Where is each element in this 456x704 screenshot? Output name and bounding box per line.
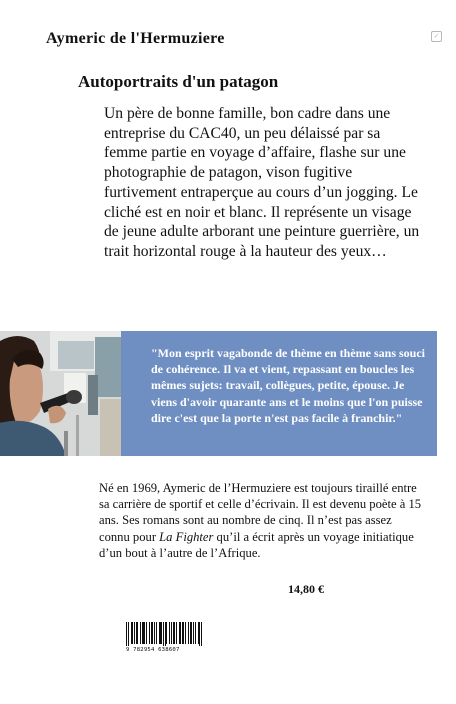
isbn-number: 9 782954 638607 (126, 647, 180, 653)
author-photo (0, 331, 121, 456)
book-title: Autoportraits d'un patagon (78, 72, 279, 91)
barcode-bars (126, 622, 202, 646)
quote-band (0, 331, 437, 456)
bio-book-title: La Fighter (159, 529, 214, 544)
price-label: 14,80 € (288, 582, 324, 596)
author-bio (99, 480, 425, 561)
corner-mark-icon: ✓ (431, 31, 442, 42)
author-name: Aymeric de l'Hermuziere (46, 30, 225, 47)
quote-text: "Mon esprit vagabonde de thème en thème sans souci de cohérence. Il va et vient, repassant en boucles les mêmes sujets: travail, collègues, petite, épouse. Je viens d'avoir quarante ans et le moins que l'on puisse dire c'est que la porte n'est pas facile à franchir." (151, 346, 425, 425)
bio-text-before: Né en 1969, Aymeric de l’Hermuziere est toujours tiraillé entre sa carrière de sportif et celle d’écrivain. Il est devenu poète à 15 ans. Ses romans sont au nombre de cinq. Il n’est pas assez connu pour (99, 481, 422, 544)
bio-text-after: qu’il a écrit après un voyage initiatique d’un bout à l’autre de l’Afrique. (99, 529, 414, 560)
quote-box (121, 331, 437, 456)
blurb-text: Un père de bonne famille, bon cadre dans une entreprise du CAC40, un peu délaissé par sa femme partie en voyage d’affaire, flashe sur une photographie de patagon, vison fugitive furtivement entraperçue au cours d’un jogging. Le cliché est en noir et blanc. Il représente un visage de jeune adulte arborant une peinture guerrière, un trait horizontal rouge à la hauteur des yeux… (104, 105, 420, 260)
barcode (126, 622, 202, 653)
